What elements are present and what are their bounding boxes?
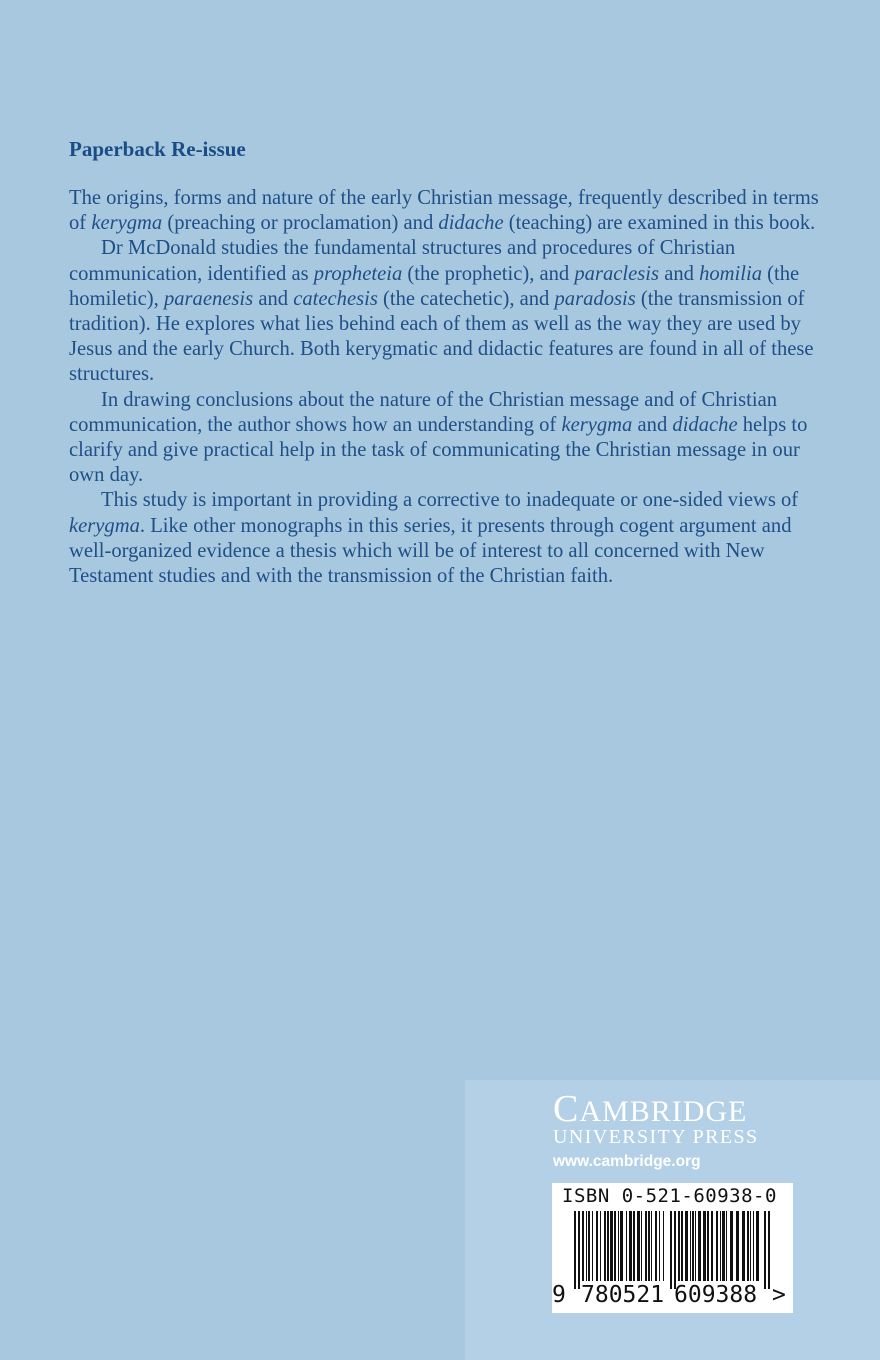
italic-term: paradosis	[554, 287, 636, 310]
barcode-block	[552, 1183, 793, 1313]
text-run: and	[659, 262, 700, 285]
heading: Paperback Re-issue	[69, 137, 246, 161]
text-run: (the homiletic),	[69, 262, 800, 310]
italic-term: paraenesis	[163, 287, 254, 310]
publisher-panel	[465, 1080, 880, 1360]
ean-digits-right: 609388	[674, 1282, 758, 1308]
blurb-paragraph	[69, 236, 819, 387]
text-run: (the catechetic), and	[377, 287, 555, 310]
text-run: (teaching) are examined in this book.	[503, 212, 816, 235]
italic-term: kerygma	[69, 514, 140, 537]
isbn-label: ISBN 0-521-60938-0	[562, 1185, 777, 1207]
logo-initial: C	[553, 1088, 580, 1130]
text-run: This study is important in providing a corrective to inadequate or one-sided views of	[101, 489, 799, 512]
publisher-subtitle: UNIVERSITY PRESS	[553, 1126, 759, 1148]
publisher-logo	[553, 1090, 747, 1128]
text-run: (the prophetic), and	[402, 262, 575, 285]
ean-quiet-zone-mark: >	[772, 1282, 786, 1308]
italic-term: catechesis	[293, 287, 378, 310]
text-run: Dr McDonald studies the fundamental structures and procedures of Christian communication, identified as	[69, 237, 736, 285]
text-run: and	[253, 287, 294, 310]
blurb-paragraph	[69, 488, 819, 589]
italic-term: didache	[438, 212, 504, 235]
italic-term: paraclesis	[574, 262, 660, 285]
blurb-paragraph	[69, 388, 819, 489]
logo-name-rest: AMBRIDGE	[579, 1095, 748, 1128]
text-run: The origins, forms and nature of the early Christian message, frequently described in terms of	[69, 187, 819, 235]
italic-term: propheteia	[313, 262, 403, 285]
italic-term: kerygma	[561, 413, 633, 436]
blurb-paragraph	[69, 186, 819, 236]
ean-digits-left: 780521	[581, 1282, 665, 1308]
italic-term: didache	[672, 413, 738, 436]
italic-term: homilia	[699, 262, 763, 285]
italic-term: kerygma	[91, 212, 163, 235]
text-run: In drawing conclusions about the nature of the Christian message and of Christian communication, the author shows how an understanding of	[69, 388, 778, 436]
text-run: (preaching or proclamation) and	[162, 212, 439, 235]
blurb-text	[69, 186, 819, 589]
ean-digit-prefix: 9	[552, 1282, 566, 1308]
text-run: and	[632, 413, 673, 436]
text-run: helps to clarify and give practical help in the task of communicating the Christian message in our own day.	[69, 413, 808, 487]
publisher-url[interactable]: www.cambridge.org	[553, 1153, 701, 1170]
text-run: (the transmission of tradition). He explores what lies behind each of them as well as the way they are used by Jesus and the early Church. Both kerygmatic and didactic features are found in all of these structures.	[69, 287, 814, 386]
text-run: . Like other monographs in this series, it presents through cogent argument and well-organized evidence a thesis which will be of interest to all concerned with New Testament studies and with the transmission of the Christian faith.	[69, 514, 792, 588]
